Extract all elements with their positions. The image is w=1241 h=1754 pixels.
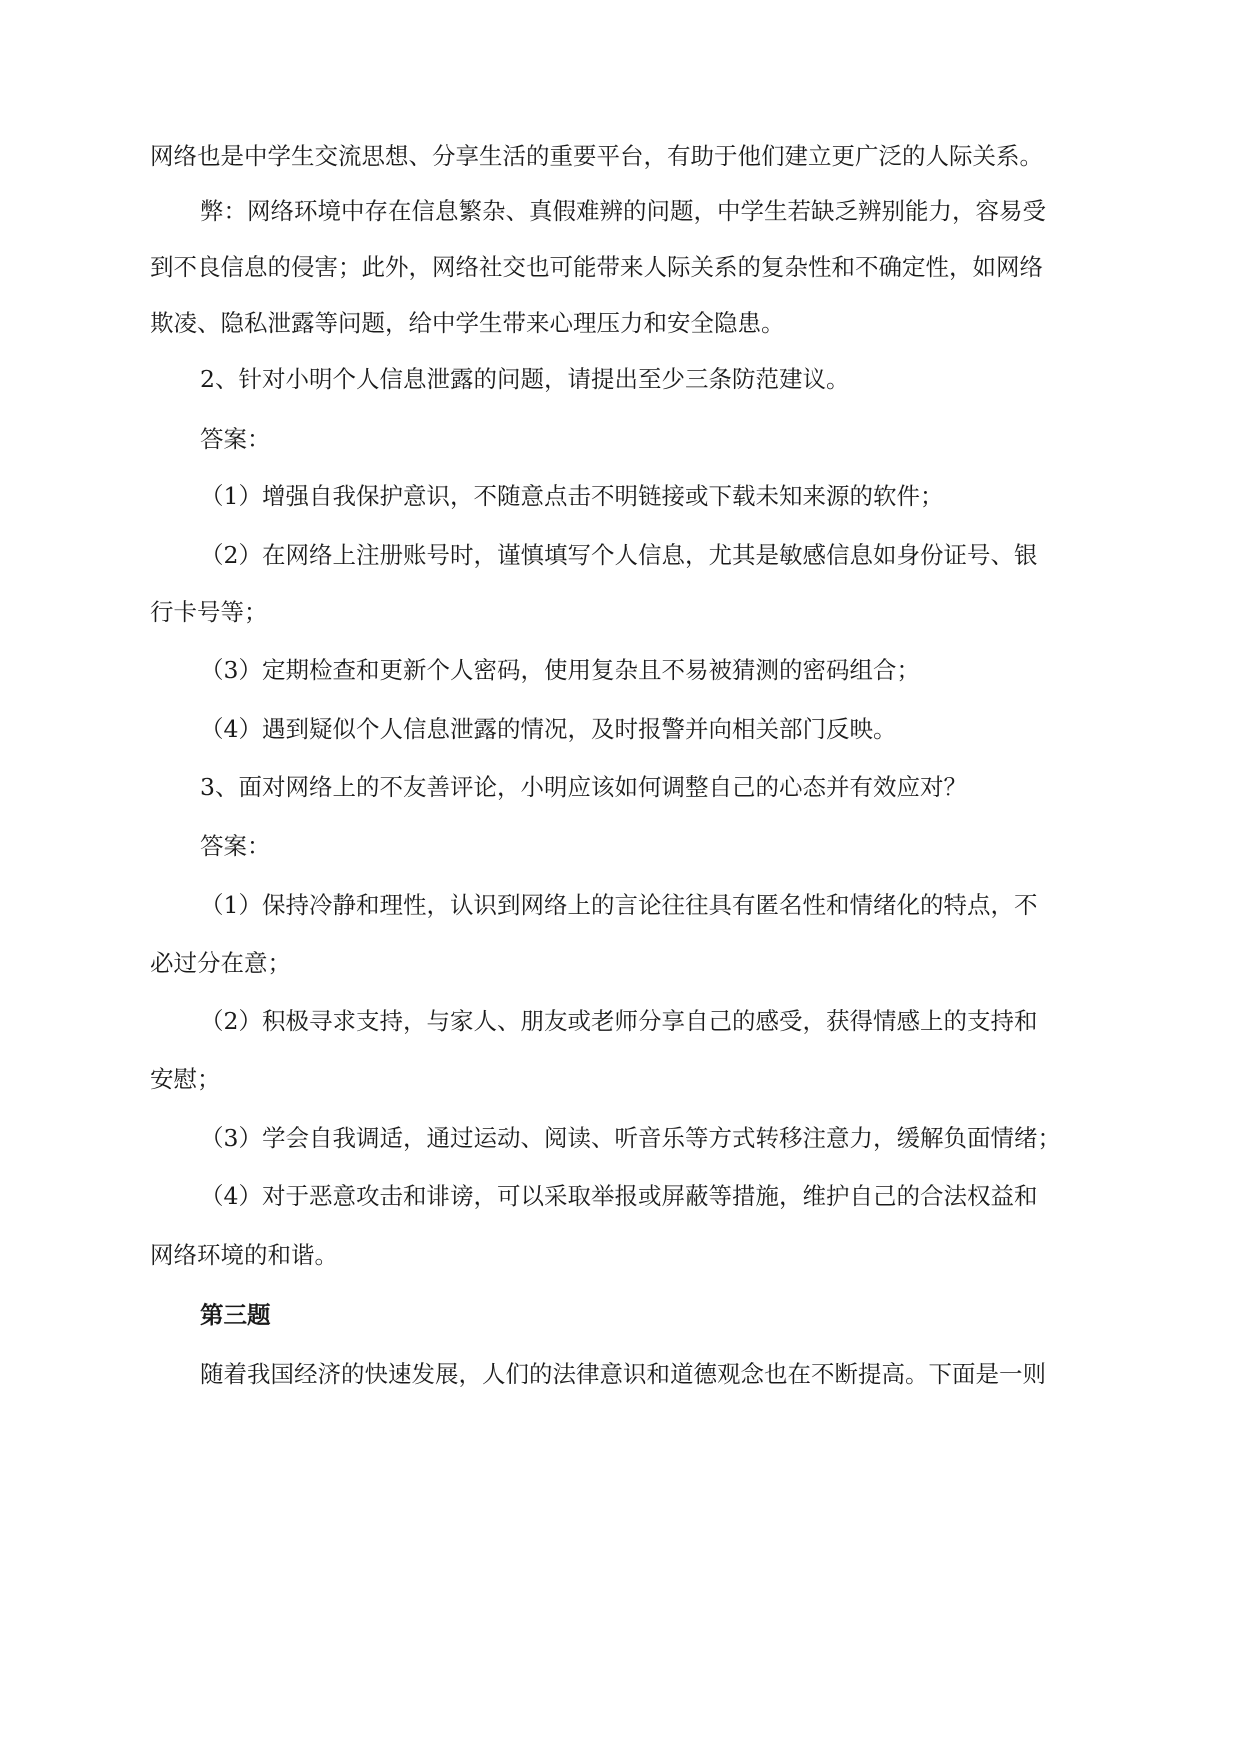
text-line: 随着我国经济的快速发展，人们的法律意识和道德观念也在不断提高。下面是一则 [200, 1360, 1046, 1388]
question-line: 2、针对小明个人信息泄露的问题，请提出至少三条防范建议。 [200, 365, 850, 393]
answer-item: （4）遇到疑似个人信息泄露的情况，及时报警并向相关部门反映。 [200, 715, 897, 743]
text-line: 安慰； [150, 1065, 221, 1093]
answer-item: （3）学会自我调适，通过运动、阅读、听音乐等方式转移注意力，缓解负面情绪； [200, 1124, 1061, 1152]
answer-label: 答案： [200, 425, 271, 453]
text-line: 行卡号等； [150, 598, 268, 626]
text-line: 必过分在意； [150, 949, 291, 977]
text-line: 到不良信息的侵害；此外，网络社交也可能带来人际关系的复杂性和不确定性，如网络 [150, 253, 1043, 281]
answer-item: （1）增强自我保护意识，不随意点击不明链接或下载未知来源的软件； [200, 482, 944, 510]
section-heading: 第三题 [200, 1301, 271, 1329]
text-line: 欺凌、隐私泄露等问题，给中学生带来心理压力和安全隐患。 [150, 309, 785, 337]
answer-label: 答案： [200, 832, 271, 860]
answer-item: （2）在网络上注册账号时，谨慎填写个人信息，尤其是敏感信息如身份证号、银 [200, 541, 1038, 569]
answer-item: （2）积极寻求支持，与家人、朋友或老师分享自己的感受，获得情感上的支持和 [200, 1007, 1038, 1035]
answer-item: （4）对于恶意攻击和诽谤，可以采取举报或屏蔽等措施，维护自己的合法权益和 [200, 1182, 1038, 1210]
text-line: 网络环境的和谐。 [150, 1241, 338, 1269]
text-line: 弊：网络环境中存在信息繁杂、真假难辨的问题，中学生若缺乏辨别能力，容易受 [200, 197, 1046, 225]
answer-item: （1）保持冷静和理性，认识到网络上的言论往往具有匿名性和情绪化的特点，不 [200, 891, 1038, 919]
text-line: 网络也是中学生交流思想、分享生活的重要平台，有助于他们建立更广泛的人际关系。 [150, 142, 1043, 170]
answer-item: （3）定期检查和更新个人密码，使用复杂且不易被猜测的密码组合； [200, 656, 920, 684]
question-line: 3、面对网络上的不友善评论，小明应该如何调整自己的心态并有效应对？ [200, 773, 967, 801]
